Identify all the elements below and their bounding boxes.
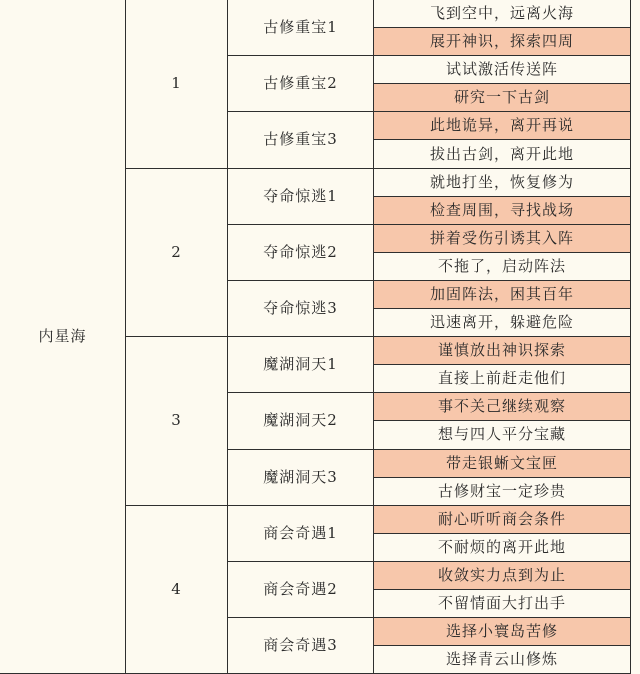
- option-cell-recommended: 收敛实力点到为止: [374, 561, 631, 589]
- option-cell-recommended: 此地诡异，离开再说: [374, 112, 631, 140]
- option-cell: 选择青云山修炼: [374, 646, 631, 674]
- option-cell-recommended: 事不关己继续观察: [374, 393, 631, 421]
- event-name-cell: 夺命惊逃3: [228, 280, 374, 336]
- event-name-cell: 商会奇遇3: [228, 618, 374, 674]
- event-name-cell: 魔湖洞天2: [228, 393, 374, 449]
- option-cell: 拔出古剑，离开此地: [374, 140, 631, 168]
- event-name-cell: 古修重宝2: [228, 56, 374, 112]
- option-cell: 不留情面大打出手: [374, 589, 631, 617]
- option-cell: 就地打坐，恢复修为: [374, 168, 631, 196]
- event-name-cell: 夺命惊逃1: [228, 168, 374, 224]
- group-number-cell: 3: [126, 337, 228, 506]
- event-name-cell: 商会奇遇1: [228, 505, 374, 561]
- option-cell: 直接上前赶走他们: [374, 365, 631, 393]
- option-cell-recommended: 耐心听听商会条件: [374, 505, 631, 533]
- option-cell: 想与四人平分宝藏: [374, 421, 631, 449]
- group-number-cell: 2: [126, 168, 228, 337]
- option-cell: 试试激活传送阵: [374, 56, 631, 84]
- option-cell: 不耐烦的离开此地: [374, 533, 631, 561]
- event-name-cell: 古修重宝3: [228, 112, 374, 168]
- option-cell-recommended: 带走银蜥文宝匣: [374, 449, 631, 477]
- option-cell-recommended: 加固阵法，困其百年: [374, 280, 631, 308]
- option-cell: 迅速离开，躲避危险: [374, 309, 631, 337]
- event-name-cell: 夺命惊逃2: [228, 224, 374, 280]
- group-number-cell: 1: [126, 0, 228, 168]
- group-number-cell: 4: [126, 505, 228, 674]
- option-cell: 飞到空中，远离火海: [374, 0, 631, 28]
- option-cell-recommended: 研究一下古剑: [374, 84, 631, 112]
- option-cell-recommended: 选择小寰岛苦修: [374, 618, 631, 646]
- event-name-cell: 古修重宝1: [228, 0, 374, 56]
- option-cell-recommended: 展开神识，探索四周: [374, 28, 631, 56]
- option-cell: 不拖了，启动阵法: [374, 252, 631, 280]
- table-row: [0, 0, 631, 28]
- region-cell: 内星海: [0, 0, 126, 674]
- option-cell: 古修财宝一定珍贵: [374, 477, 631, 505]
- event-name-cell: 魔湖洞天1: [228, 337, 374, 393]
- event-name-cell: 商会奇遇2: [228, 561, 374, 617]
- option-cell-recommended: 拼着受伤引诱其入阵: [374, 224, 631, 252]
- option-cell-recommended: 谨慎放出神识探索: [374, 337, 631, 365]
- option-cell-recommended: 检查周围，寻找战场: [374, 196, 631, 224]
- event-name-cell: 魔湖洞天3: [228, 449, 374, 505]
